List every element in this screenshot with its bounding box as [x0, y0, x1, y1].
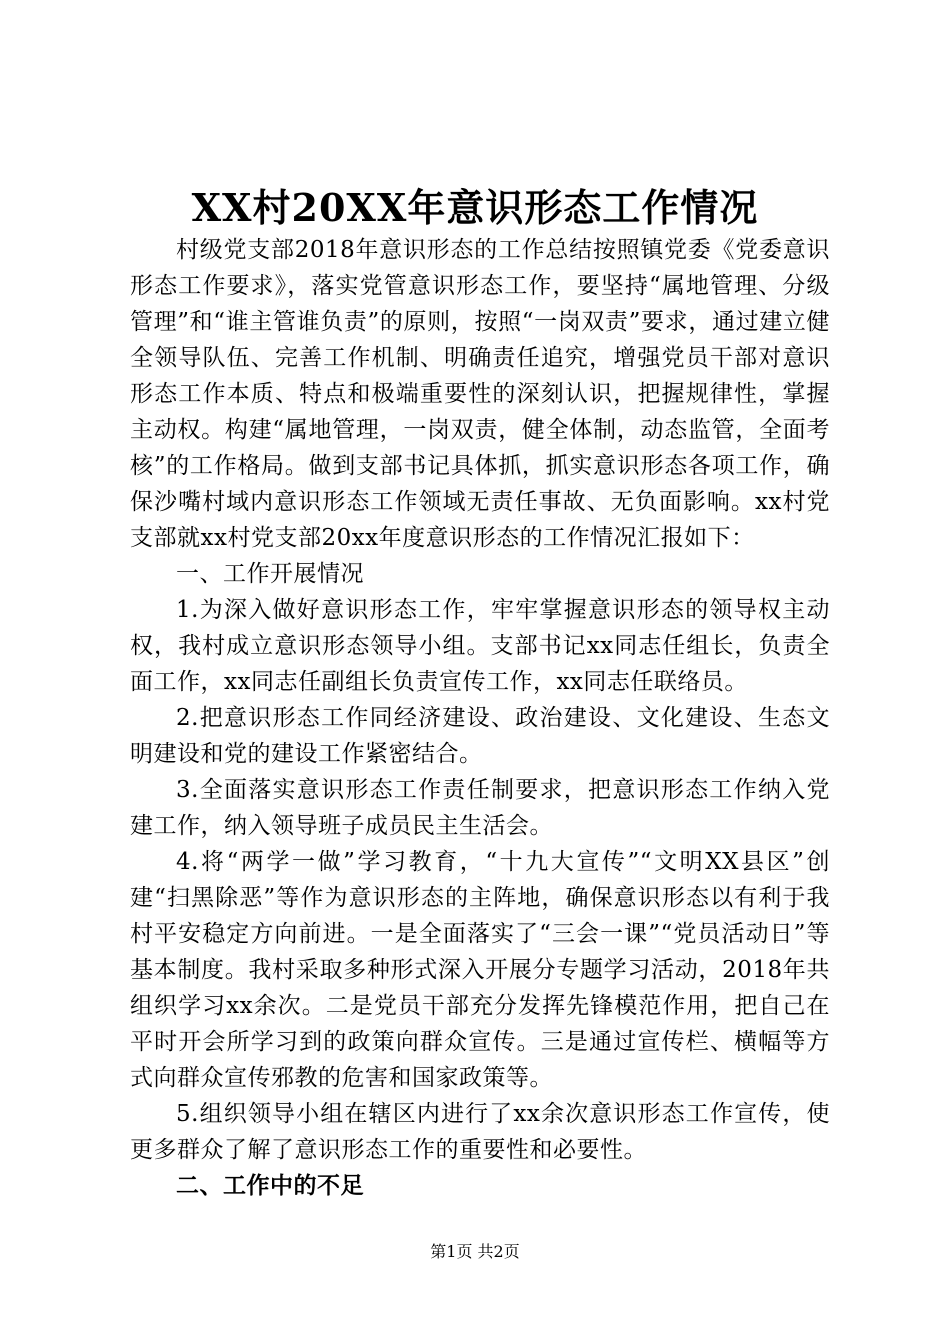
- list-item-5: 5.组织领导小组在辖区内进行了xx余次意识形态工作宣传，使更多群众了解了意识形态工作的重要性和必要性。: [130, 1101, 830, 1163]
- list-item-2: 2.把意识形态工作同经济建设、政治建设、文化建设、生态文明建设和党的建设工作紧密结合。: [130, 705, 830, 767]
- page-number: 第1页 共2页: [430, 1242, 520, 1261]
- document-title: XX村20XX年意识形态工作情况: [191, 185, 759, 230]
- intro-paragraph: 村级党支部2018年意识形态的工作总结按照镇党委《党委意识形态工作要求》，落实党管意识形态工作，要坚持“属地管理、分级管理”和“谁主管谁负责”的原则，按照“一岗双责”要求，通过建立健全领导队伍、完善工作机制、明确责任追究，增强党员干部对意识形态工作本质、特点和极端重要性的深刻认识，把握规律性，掌握主动权。构建“属地管理，一岗双责，健全体制，动态监管，全面考核”的工作格局。做到支部书记具体抓，抓实意识形态各项工作，确保沙嘴村域内意识形态工作领域无责任事故、无负面影响。xx村党支部就xx村党支部20xx年度意识形态的工作情况汇报如下：: [130, 237, 830, 551]
- section-heading-shortcomings: 二、工作中的不足: [176, 1173, 364, 1199]
- list-item-3: 3.全面落实意识形态工作责任制要求，把意识形态工作纳入党建工作，纳入领导班子成员民主生活会。: [130, 777, 830, 839]
- section-heading-work-progress: 一、工作开展情况: [176, 561, 364, 587]
- document-body: [130, 232, 830, 1204]
- list-item-1: 1.为深入做好意识形态工作，牢牢掌握意识形态的领导权主动权，我村成立意识形态领导小组。支部书记xx同志任组长，负责全面工作，xx同志任副组长负责宣传工作，xx同志任联络员。: [130, 597, 830, 695]
- list-item-4: 4.将“两学一做”学习教育，“十九大宣传”“文明XX县区”创建“扫黑除恶”等作为意识形态的主阵地，确保意识形态以有利于我村平安稳定方向前进。一是全面落实了“三会一课”“党员活动日”等基本制度。我村采取多种形式深入开展分专题学习活动，2018年共组织学习xx余次。二是党员干部充分发挥先锋模范作用，把自己在平时开会所学习到的政策向群众宣传。三是通过宣传栏、横幅等方式向群众宣传邪教的危害和国家政策等。: [130, 849, 830, 1091]
